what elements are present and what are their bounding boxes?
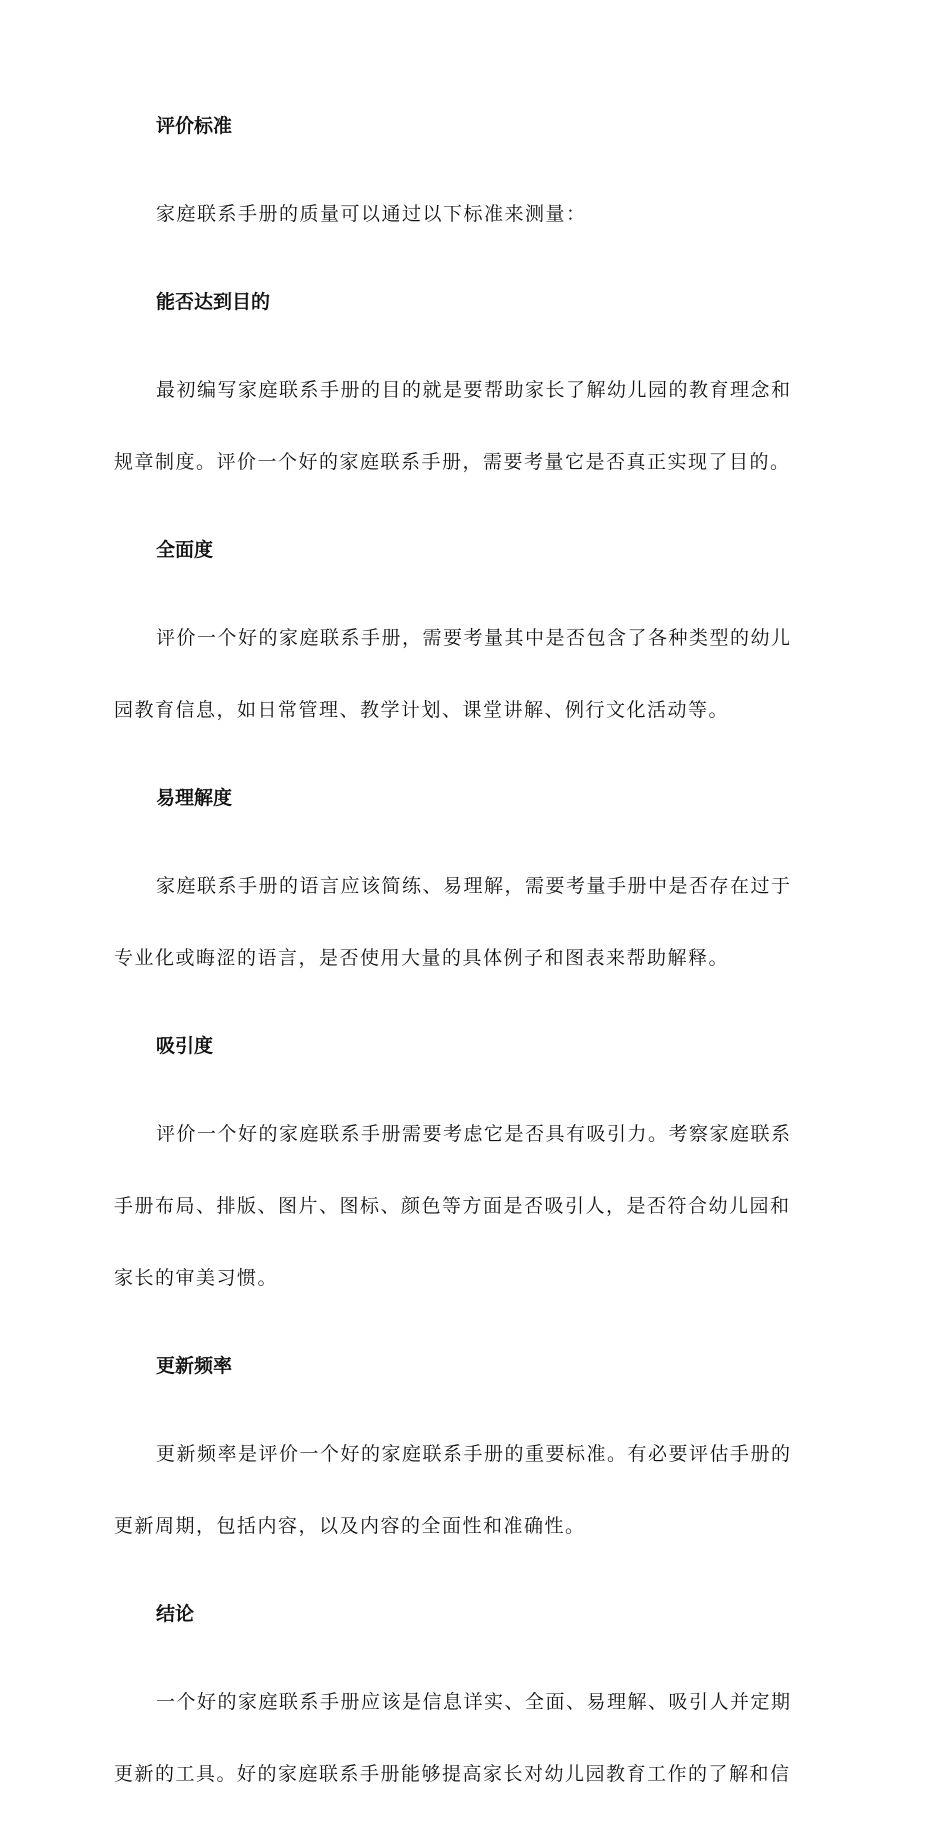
paragraph-line: 专业化或晦涩的语言，是否使用大量的具体例子和图表来帮助解释。 [114,947,730,969]
paragraph-line: 更新频率是评价一个好的家庭联系手册的重要标准。有必要评估手册的 [156,1443,792,1465]
paragraph-line: 园教育信息，如日常管理、教学计划、课堂讲解、例行文化活动等。 [114,699,730,721]
section-heading-criteria: 评价标准 [156,115,233,137]
section-body-criteria [114,160,830,268]
paragraph-line: 家庭联系手册的质量可以通过以下标准来测量： [156,203,587,225]
section-body-completeness [114,584,830,764]
section-body-purpose [114,336,830,516]
paragraph-line: 一个好的家庭联系手册应该是信息详实、全面、易理解、吸引人并定期 [156,1691,792,1713]
section-heading-completeness: 全面度 [156,539,214,561]
paragraph-line: 最初编写家庭联系手册的目的就是要帮助家长了解幼儿园的教育理念和 [156,379,792,401]
paragraph-line: 更新的工具。好的家庭联系手册能够提高家长对幼儿园教育工作的了解和信 [114,1763,791,1785]
document-page [114,108,830,1844]
section-heading-purpose: 能否达到目的 [156,291,271,313]
section-heading-conclusion: 结论 [156,1603,195,1625]
section-body-conclusion [114,1648,830,1828]
section-body-update-frequency [114,1400,830,1580]
paragraph-line: 评价一个好的家庭联系手册，需要考量其中是否包含了各种类型的幼儿 [156,627,792,649]
paragraph-line: 手册布局、排版、图片、图标、颜色等方面是否吸引人，是否符合幼儿园和 [114,1195,791,1217]
section-heading-attractiveness: 吸引度 [156,1035,214,1057]
paragraph-line: 家长的审美习惯。 [114,1267,279,1289]
paragraph-line: 更新周期，包括内容，以及内容的全面性和准确性。 [114,1515,586,1537]
section-heading-update-frequency: 更新频率 [156,1355,233,1377]
paragraph-line: 家庭联系手册的语言应该简练、易理解，需要考量手册中是否存在过于 [156,875,792,897]
section-body-attractiveness [114,1080,830,1332]
paragraph-line: 评价一个好的家庭联系手册需要考虑它是否具有吸引力。考察家庭联系 [156,1123,792,1145]
paragraph-line: 规章制度。评价一个好的家庭联系手册，需要考量它是否真正实现了目的。 [114,451,791,473]
section-heading-readability: 易理解度 [156,787,233,809]
section-body-readability [114,832,830,1012]
